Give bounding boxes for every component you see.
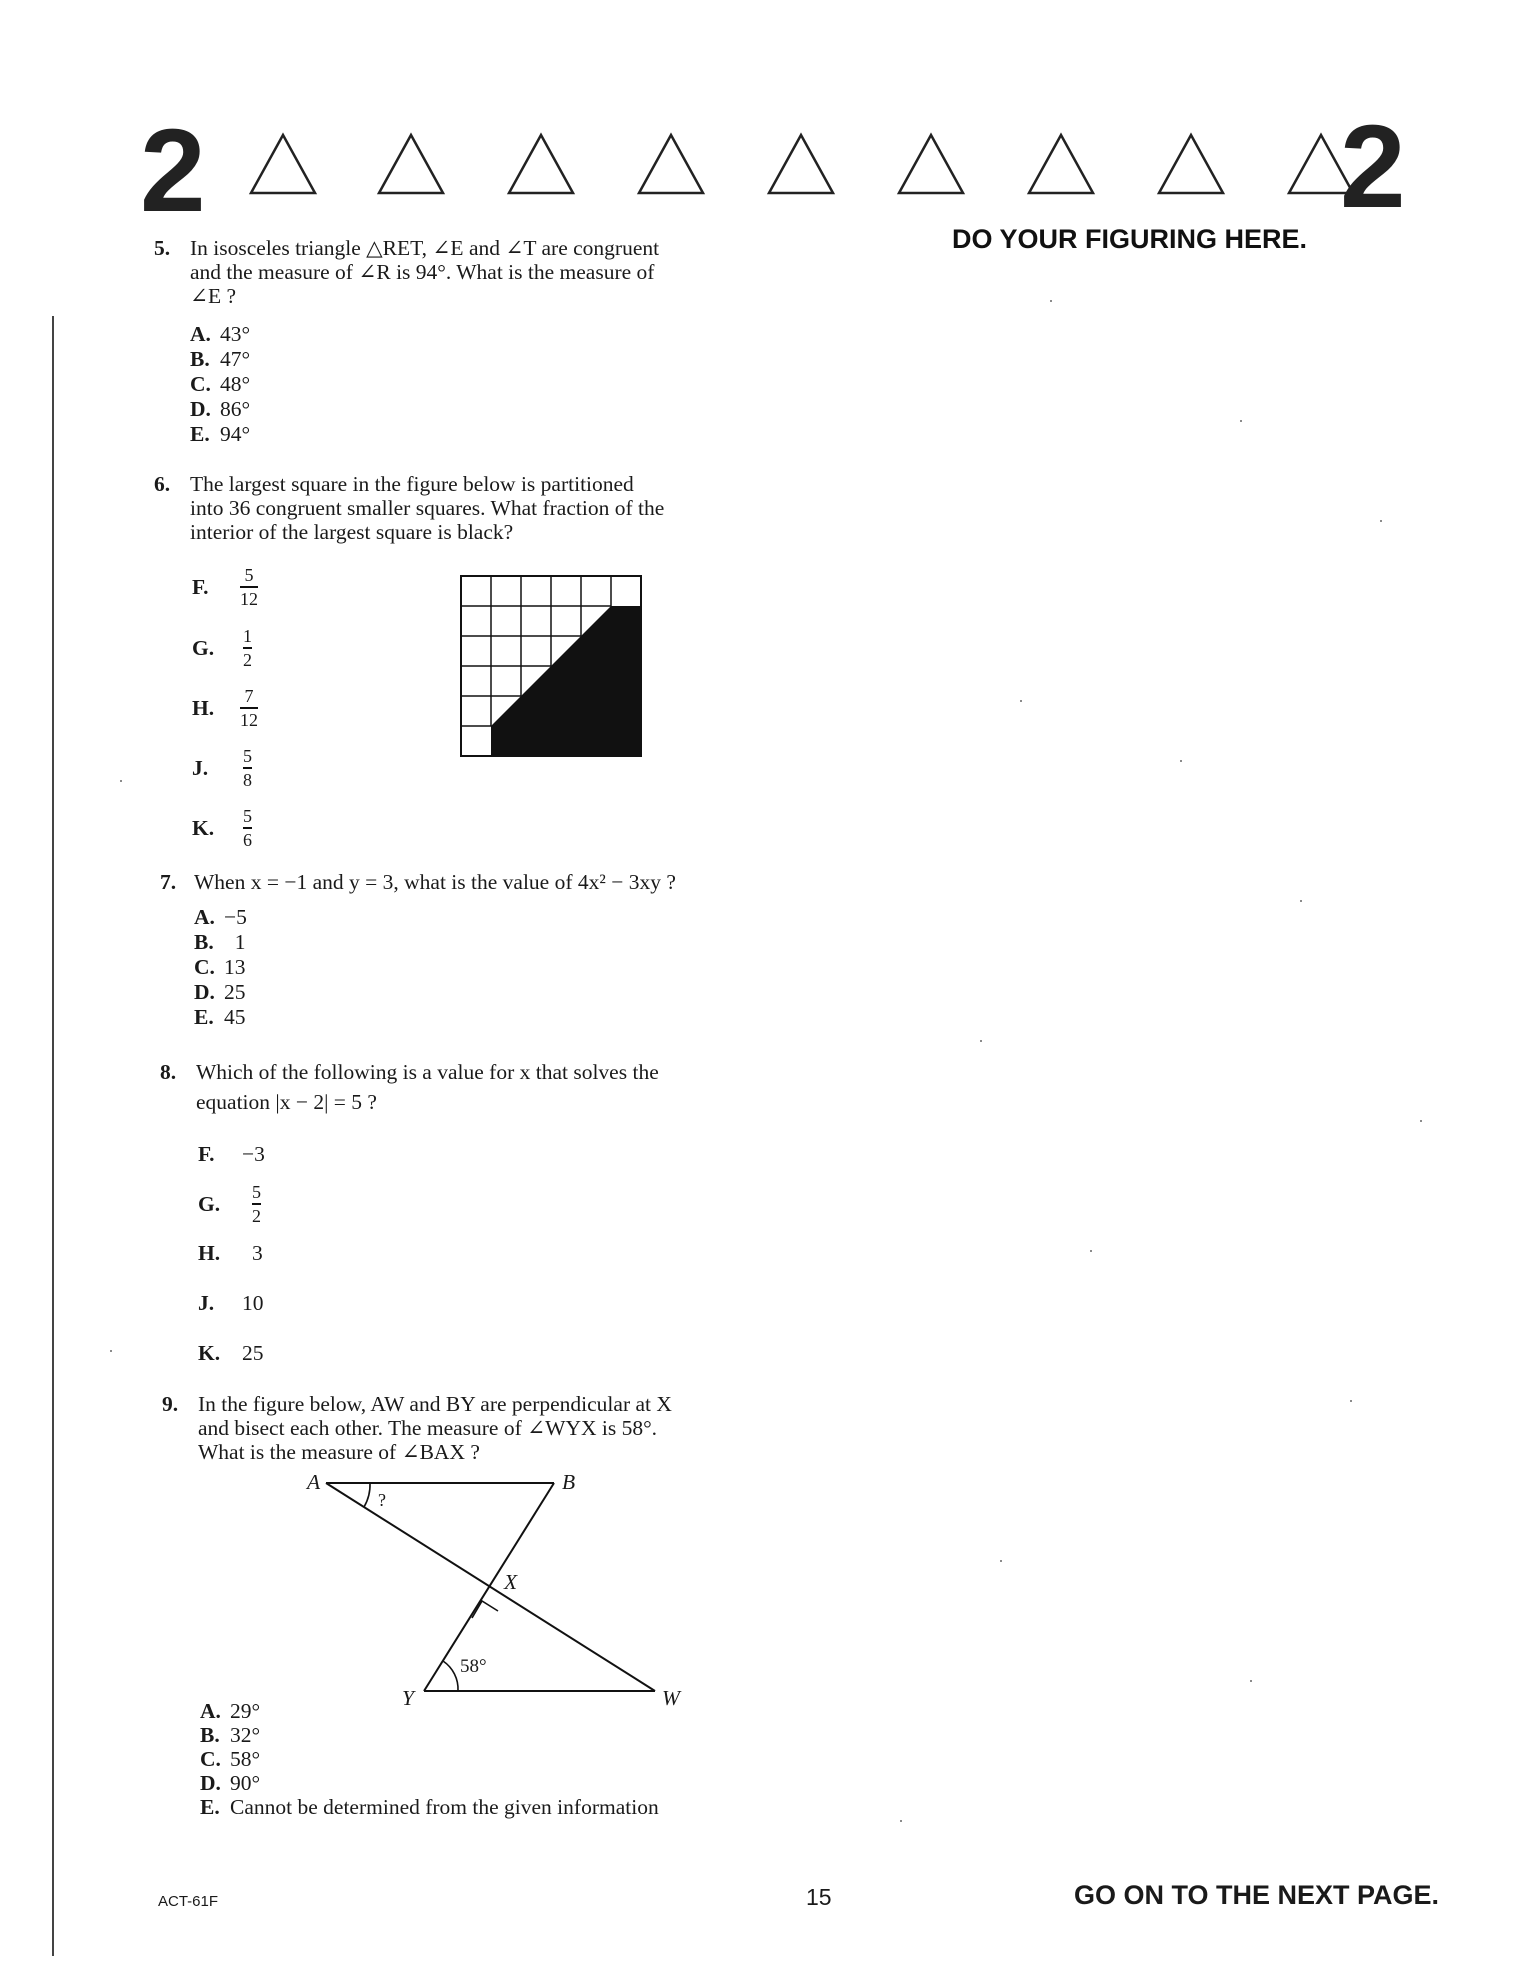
option-letter: B. [194, 930, 214, 954]
answer-option-b[interactable] [190, 347, 250, 372]
option-text: −3 [242, 1142, 265, 1166]
question-text-line: ∠E ? [190, 284, 237, 308]
option-letter: A. [194, 905, 215, 929]
question-text-line: equation |x − 2| = 5 ? [196, 1090, 377, 1114]
question-text-line: into 36 congruent smaller squares. What fraction of the [190, 496, 665, 520]
question-text-line: and bisect each other. The measure of ∠WYX is 58°. [198, 1416, 658, 1440]
option-text: 25 [242, 1341, 264, 1365]
answer-option-a[interactable] [200, 1699, 260, 1724]
answer-option-d[interactable] [190, 397, 250, 422]
answer-option-c[interactable] [194, 955, 246, 980]
answer-option-c[interactable] [190, 372, 250, 397]
option-letter: F. [198, 1142, 215, 1166]
triangle-icon [376, 132, 446, 196]
fraction-denominator: 12 [240, 588, 258, 609]
option-fraction [240, 565, 258, 609]
answer-option-g[interactable] [192, 636, 222, 661]
answer-option-f[interactable] [192, 575, 222, 600]
answer-option-k[interactable] [192, 816, 222, 841]
option-letter: G. [198, 1192, 221, 1216]
section-number-right: 2 [1340, 101, 1406, 233]
question-text-line: interior of the largest square is black? [190, 520, 514, 544]
section-number-left: 2 [140, 105, 206, 237]
answer-option-h[interactable] [198, 1241, 263, 1266]
option-text: −5 [224, 905, 247, 929]
fraction-denominator: 6 [243, 829, 252, 850]
option-fraction [243, 806, 252, 850]
option-text: 47° [220, 347, 251, 371]
question-number: 7. [160, 870, 177, 894]
question-number: 6. [154, 472, 171, 496]
answer-option-a[interactable] [190, 322, 250, 347]
option-text: 48° [220, 372, 251, 396]
fraction-denominator: 2 [252, 1205, 261, 1226]
answer-option-e[interactable] [194, 1005, 246, 1030]
answer-option-j[interactable] [198, 1291, 264, 1316]
option-text: 29° [230, 1699, 261, 1723]
option-text: 10 [242, 1291, 264, 1315]
option-letter: B. [200, 1723, 220, 1747]
option-letter: E. [194, 1005, 214, 1029]
fraction-denominator: 2 [243, 649, 252, 670]
triangle-icon [896, 132, 966, 196]
option-letter: D. [194, 980, 215, 1004]
given-angle-label: 58° [460, 1656, 487, 1677]
question-text-line: Which of the following is a value for x that solves the [196, 1060, 659, 1084]
fraction-numerator: 5 [252, 1182, 261, 1202]
next-page-instruction: GO ON TO THE NEXT PAGE. [1074, 1880, 1440, 1910]
option-letter: A. [200, 1699, 221, 1723]
answer-option-d[interactable] [194, 980, 246, 1005]
question-text-line: In isosceles triangle △RET, ∠E and ∠T are congruent [190, 236, 660, 260]
option-fraction [243, 626, 252, 670]
answer-option-h[interactable] [192, 696, 222, 721]
option-fraction [252, 1182, 261, 1226]
point-label-w: W [662, 1686, 680, 1710]
fraction-numerator: 5 [243, 806, 252, 826]
question-text-line: What is the measure of ∠BAX ? [198, 1440, 480, 1464]
answer-option-g[interactable] [198, 1192, 228, 1217]
option-letter: A. [190, 322, 211, 346]
answer-option-a[interactable] [194, 905, 247, 930]
option-text: 43° [220, 322, 251, 346]
option-text: 90° [230, 1771, 261, 1795]
option-letter: B. [190, 347, 210, 371]
partitioned-square-figure [460, 575, 642, 757]
question-number: 9. [162, 1392, 179, 1416]
option-letter: H. [192, 696, 215, 720]
option-letter: C. [194, 955, 215, 979]
option-letter: K. [192, 816, 215, 840]
option-text: 45 [224, 1005, 246, 1029]
option-text: 94° [220, 422, 251, 446]
fraction-numerator: 7 [244, 686, 254, 706]
question-text-line: In the figure below, AW and BY are perpendicular at X [198, 1392, 672, 1416]
option-text: Cannot be determined from the given information [230, 1795, 659, 1819]
question-number: 5. [154, 236, 171, 260]
figuring-label: DO YOUR FIGURING HERE. [952, 224, 1308, 254]
page-number: 15 [806, 1884, 832, 1910]
margin-rule [52, 316, 54, 1956]
unknown-angle-label: ? [378, 1490, 386, 1510]
option-fraction [240, 686, 258, 730]
point-label-b: B [562, 1470, 576, 1494]
answer-option-j[interactable] [192, 756, 222, 781]
point-label-y: Y [402, 1686, 414, 1710]
option-text: 32° [230, 1723, 261, 1747]
option-text: 3 [252, 1241, 263, 1265]
triangle-icon [248, 132, 318, 196]
option-letter: D. [200, 1771, 221, 1795]
point-label-a: A [307, 1470, 321, 1494]
answer-option-e[interactable] [190, 422, 250, 447]
option-text: 13 [224, 955, 246, 979]
answer-option-e[interactable] [200, 1795, 659, 1820]
option-fraction [243, 746, 252, 790]
option-letter: J. [192, 756, 209, 780]
question-text-line: and the measure of ∠R is 94°. What is the measure of [190, 260, 655, 284]
answer-option-k[interactable] [198, 1341, 264, 1366]
option-text: 1 [224, 930, 246, 954]
question-text-line: When x = −1 and y = 3, what is the value of 4x² − 3xy ? [194, 870, 676, 894]
fraction-denominator: 8 [243, 769, 252, 790]
point-label-x: X [504, 1570, 518, 1594]
option-letter: K. [198, 1341, 221, 1365]
option-letter: H. [198, 1241, 221, 1265]
option-letter: C. [200, 1747, 221, 1771]
bisecting-segments-figure [300, 1470, 700, 1710]
answer-option-b[interactable] [194, 930, 246, 955]
fraction-denominator: 12 [240, 709, 258, 730]
option-letter: D. [190, 397, 211, 421]
triangle-icon [506, 132, 576, 196]
option-letter: E. [200, 1795, 220, 1819]
option-letter: E. [190, 422, 210, 446]
option-letter: C. [190, 372, 211, 396]
fraction-numerator: 5 [243, 746, 252, 766]
answer-option-b[interactable] [200, 1723, 260, 1748]
answer-option-d[interactable] [200, 1771, 260, 1796]
answer-option-f[interactable] [198, 1142, 265, 1167]
option-text: 86° [220, 397, 251, 421]
triangle-icon [1286, 132, 1356, 196]
option-letter: F. [192, 575, 209, 599]
option-letter: G. [192, 636, 215, 660]
question-number: 8. [160, 1060, 177, 1084]
triangle-icon [766, 132, 836, 196]
option-text: 58° [230, 1747, 261, 1771]
option-text: 25 [224, 980, 246, 1004]
question-text-line: The largest square in the figure below is partitioned [190, 472, 634, 496]
option-letter: J. [198, 1291, 215, 1315]
answer-option-c[interactable] [200, 1747, 260, 1772]
fraction-numerator: 5 [244, 565, 254, 585]
fraction-numerator: 1 [243, 626, 252, 646]
triangle-icon [1026, 132, 1096, 196]
triangle-icon [636, 132, 706, 196]
triangle-icon [1156, 132, 1226, 196]
form-code: ACT-61F [158, 1893, 219, 1910]
